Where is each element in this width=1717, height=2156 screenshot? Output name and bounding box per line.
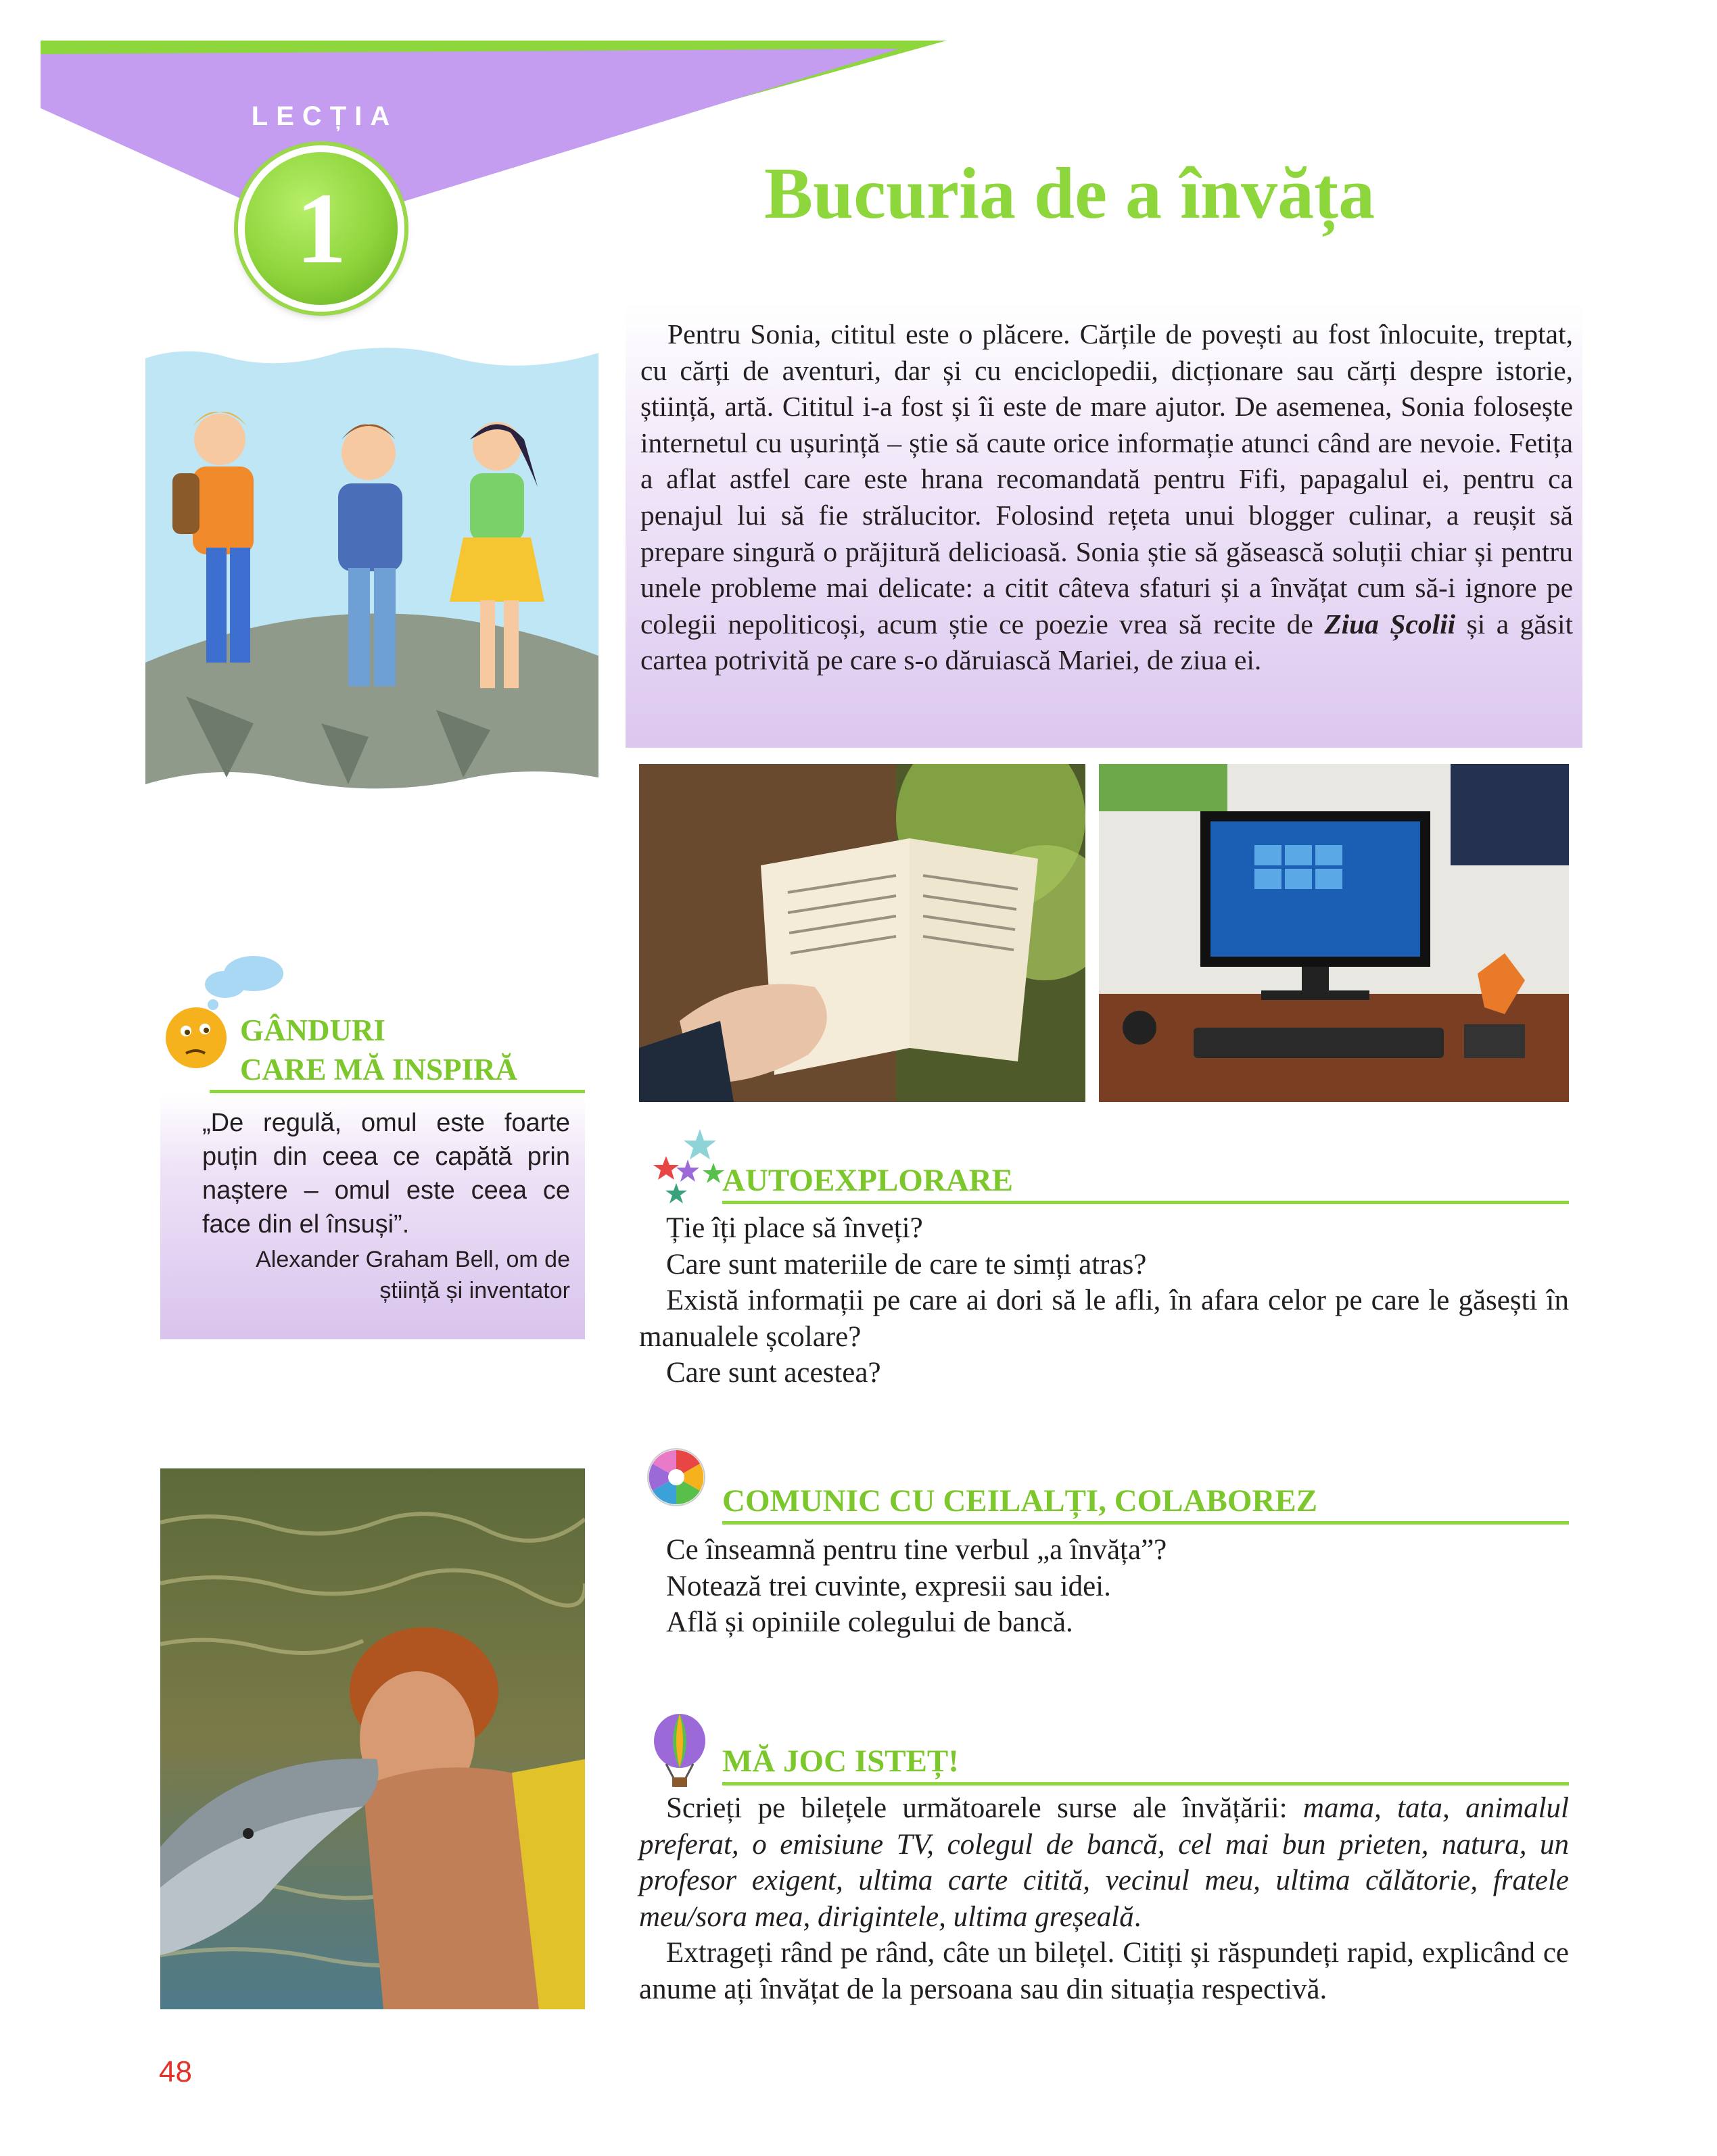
comunic-line: Ce înseamnă pentru tine verbul „a învăța”? [666,1534,1167,1566]
autoexplorare-line: Există informații pe care ai dori să le afli, în afara celor pe care le găsești în manualele școlare? [639,1285,1569,1353]
autoexplorare-body [639,1210,1569,1391]
hot-air-balloon-icon [649,1714,710,1788]
lesson-number-badge [238,145,404,312]
kids-illustration [145,345,598,791]
book-reading-photo [639,764,1085,1102]
quote-title-line2: CARE MĂ INSPIRĂ [240,1053,518,1086]
quote-section-title [240,1011,585,1089]
quote-title-line1: GÂNDURI [240,1013,386,1047]
lesson-number: 1 [296,172,347,285]
joc-underline [722,1782,1569,1786]
joc-lead-text: Scrieți pe bilețele următoarele surse ale învățării: [666,1792,1303,1824]
lesson-label: LECȚIA [251,101,398,131]
comunic-line: Notează trei cuvinte, expresii sau idei. [666,1570,1111,1602]
quote-author-line2: știință și inventator [379,1278,570,1303]
intro-text-part: Pentru Sonia, cititul este o plăcere. Cărțile de povești au fost înlocuite, treptat, cu cărți de aventuri, dar și cu enciclopedii, dicționare sau cărți despre istorie, știință, artă. Cititul i-a fost și îi este de mare ajutor. De asemenea, Sonia folosește internetul cu ușurință – știe să caute orice informație atunci când are nevoie. Fetița a aflat astfel care este hrana recomandată pentru Fifi, papagalul ei, pentru ca penajul lui să fie strălucitor. Folosind rețeta unui blogger culinar, a reușit să prepare singură o prăjitură delicioasă. Sonia știe să găsească soluții chiar și pentru unele probleme mai delicate: a citit câteva sfaturi și a învățat cum să-i ignore pe colegii nepoliticoși, acum știe ce poezie vrea să recite de [640,318,1573,640]
autoexplorare-line: Ție îți place să înveți? [666,1212,923,1244]
autoexplorare-line: Care sunt acestea? [666,1357,881,1389]
dolphin-kiss-photo [160,1468,585,2009]
joc-title: MĂ JOC ISTEȚ! [722,1744,959,1779]
comunic-underline [722,1521,1569,1525]
intro-text-part-end: și a găsit cartea potrivită pe care s-o dăruiască Mariei, de ziua ei. [640,608,1574,676]
joc-end-punct: . [1133,1900,1142,1933]
color-wheel-icon [646,1447,707,1508]
comunic-body [639,1532,1569,1641]
intro-paragraph [640,316,1573,679]
quote-box [160,1094,585,1339]
intro-text-emphasis: Ziua Școlii [1324,608,1456,640]
quote-author [202,1244,570,1306]
joc-paragraph-2: Extrageți rând pe rând, câte un bilețel. Citiți și răspundeți rapid, explicând ce anume ați învățat de la persoana sau din situația respectivă. [639,1937,1569,2005]
page-number: 48 [159,2055,192,2088]
autoexplorare-line: Care sunt materiile de care te simți atras? [666,1248,1147,1280]
computer-desk-photo [1099,764,1569,1102]
quote-author-line1: Alexander Graham Bell, om de [256,1247,570,1272]
intro-box [626,303,1582,748]
autoexplorare-title: AUTOEXPLORARE [722,1163,1014,1198]
joc-body [639,1790,1569,2007]
quote-title-underline [210,1090,585,1093]
page-title: Bucuria de a învăța [764,153,1375,234]
joc-sources-list: mama, tata, animalul preferat, o emisiune TV, colegul de bancă, cel mai bun prieten, natura, un profesor exigent, ultima carte citită, vecinul meu, ultima călătorie, fratele meu/sora mea, dirigintele, ultima greșeală [639,1792,1569,1933]
quote-text: „De regulă, omul este foarte puțin din ceea ce capătă prin naștere – omul este ceea ce face din el însuși”. [202,1109,570,1239]
comunic-line: Află și opiniile colegului de bancă. [666,1606,1073,1638]
stars-icon [646,1126,727,1207]
autoexplorare-underline [722,1201,1569,1204]
comunic-title: COMUNIC CU CEILALȚI, COLABOREZ [722,1483,1318,1518]
joc-paragraph-1 [639,1790,1569,1935]
